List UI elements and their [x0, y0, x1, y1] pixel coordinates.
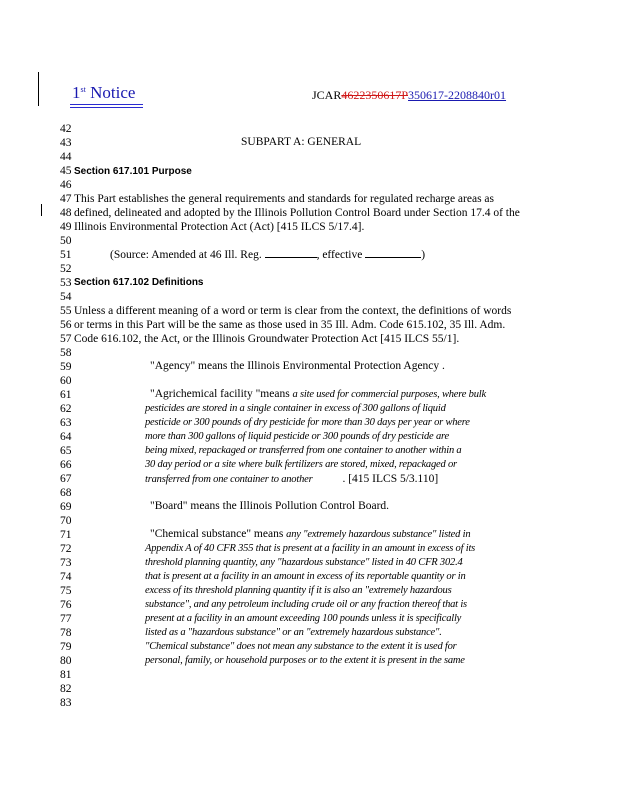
line-number: 50	[60, 235, 72, 247]
line-number: 60	[60, 375, 72, 387]
purpose-text: Illinois Environmental Protection Act (Act) [415 ILCS 5/17.4].	[74, 221, 365, 233]
definition-chemical-substance: "Chemical substance" means any "extremely hazardous substance" listed in	[150, 528, 471, 540]
definition-board: "Board" means the Illinois Pollution Control Board.	[150, 500, 390, 512]
notice-number: 1	[72, 83, 81, 102]
source-note: (Source: Amended at 46 Ill. Reg. , effective )	[110, 249, 426, 261]
line-number: 46	[60, 179, 72, 191]
line-number: 47	[60, 193, 72, 205]
line-number: 42	[60, 123, 72, 135]
line-number: 48	[60, 207, 72, 219]
notice-underline	[70, 104, 143, 105]
definition-text: present at a facility in an amount exceeding 100 pounds unless it is specifically	[145, 613, 462, 624]
line-number: 55	[60, 305, 72, 317]
line-number: 58	[60, 347, 72, 359]
document-id	[312, 88, 506, 103]
revision-bar	[38, 72, 39, 106]
line-number: 44	[60, 151, 72, 163]
definition-text: that is present at a facility in an amount in excess of its reportable quantity or in	[145, 571, 466, 582]
doc-id-inserted: 350617-2208840r01	[408, 88, 507, 102]
line-number: 80	[60, 655, 72, 667]
line-number: 63	[60, 417, 72, 429]
line-number: 71	[60, 529, 72, 541]
definitions-text: or terms in this Part will be the same as those used in 35 Ill. Adm. Code 615.102, 35 Ill. Adm.	[74, 319, 506, 331]
definition-text: being mixed, repackaged or transferred from one container to another within a	[145, 445, 462, 456]
line-number: 73	[60, 557, 72, 569]
line-number: 69	[60, 501, 72, 513]
section-heading-purpose: Section 617.101 Purpose	[74, 166, 192, 177]
notice-label: Notice	[90, 83, 136, 102]
revision-bar-line-48	[41, 204, 42, 216]
line-number: 59	[60, 361, 72, 373]
line-number: 75	[60, 585, 72, 597]
line-number: 79	[60, 641, 72, 653]
definition-text: excess of its threshold planning quantity if it is also an "extremely hazardous	[145, 585, 452, 596]
doc-id-deleted: 4622350617P	[341, 88, 409, 102]
line-number: 52	[60, 263, 72, 275]
line-number: 62	[60, 403, 72, 415]
definition-text: "Chemical substance" does not mean any substance to the extent it is used for	[145, 641, 457, 652]
line-number: 82	[60, 683, 72, 695]
line-number: 64	[60, 431, 72, 443]
line-number: 65	[60, 445, 72, 457]
definition-text: threshold planning quantity, any "hazardous substance" listed in 40 CFR 302.4	[145, 557, 463, 568]
blank-effective-date	[365, 248, 421, 258]
notice-heading	[72, 83, 135, 103]
purpose-text: This Part establishes the general requirements and standards for regulated recharge areas as	[74, 193, 495, 205]
definition-agency: "Agency" means the Illinois Environmental Protection Agency .	[150, 360, 445, 372]
definition-text: substance", and any petroleum including crude oil or any fraction thereof that is	[145, 599, 467, 610]
definition-text: pesticide or 300 pounds of dry pesticide for more than 30 days per year or where	[145, 417, 470, 428]
blank-reg-number	[265, 248, 317, 258]
line-number: 54	[60, 291, 72, 303]
purpose-text: defined, delineated and adopted by the Illinois Pollution Control Board under Section 17.4 of the	[74, 207, 520, 219]
line-number: 78	[60, 627, 72, 639]
definition-text: Appendix A of 40 CFR 355 that is present at a facility in an amount in excess of its	[145, 543, 476, 554]
subpart-heading: SUBPART A: GENERAL	[241, 136, 362, 148]
line-number: 74	[60, 571, 72, 583]
line-number: 51	[60, 249, 72, 261]
line-number: 72	[60, 543, 72, 555]
definition-agrichemical: "Agrichemical facility "means a site used for commercial purposes, where bulk	[150, 388, 486, 400]
notice-superscript: st	[80, 85, 86, 94]
line-number: 61	[60, 389, 72, 401]
line-number: 66	[60, 459, 72, 471]
section-heading-definitions: Section 617.102 Definitions	[74, 277, 204, 288]
definition-text: transferred from one container to another . [415 ILCS 5/3.110]	[145, 473, 439, 485]
line-number: 70	[60, 515, 72, 527]
line-number: 81	[60, 669, 72, 681]
line-number: 68	[60, 487, 72, 499]
line-number: 77	[60, 613, 72, 625]
notice-underline-2	[70, 107, 143, 108]
line-number: 56	[60, 319, 72, 331]
line-number: 57	[60, 333, 72, 345]
definition-text: pesticides are stored in a single container in excess of 300 gallons of liquid	[145, 403, 446, 414]
line-number: 83	[60, 697, 72, 709]
line-number: 53	[60, 277, 72, 289]
definition-text: listed as a "hazardous substance" or an "extremely hazardous substance".	[145, 627, 442, 638]
line-number: 49	[60, 221, 72, 233]
line-number: 67	[60, 473, 72, 485]
definitions-text: Unless a different meaning of a word or term is clear from the context, the definitions of words	[74, 305, 512, 317]
line-number: 76	[60, 599, 72, 611]
definition-text: 30 day period or a site where bulk fertilizers are stored, mixed, repackaged or	[145, 459, 457, 470]
definition-text: more than 300 gallons of liquid pesticide or 300 pounds of dry pesticide are	[145, 431, 449, 442]
definitions-text: Code 616.102, the Act, or the Illinois Groundwater Protection Act [415 ILCS 55/1].	[74, 333, 460, 345]
doc-prefix: JCAR	[312, 88, 342, 102]
line-number: 43	[60, 137, 72, 149]
line-number: 45	[60, 165, 72, 177]
definition-text: personal, family, or household purposes or to the extent it is present in the same	[145, 655, 465, 666]
